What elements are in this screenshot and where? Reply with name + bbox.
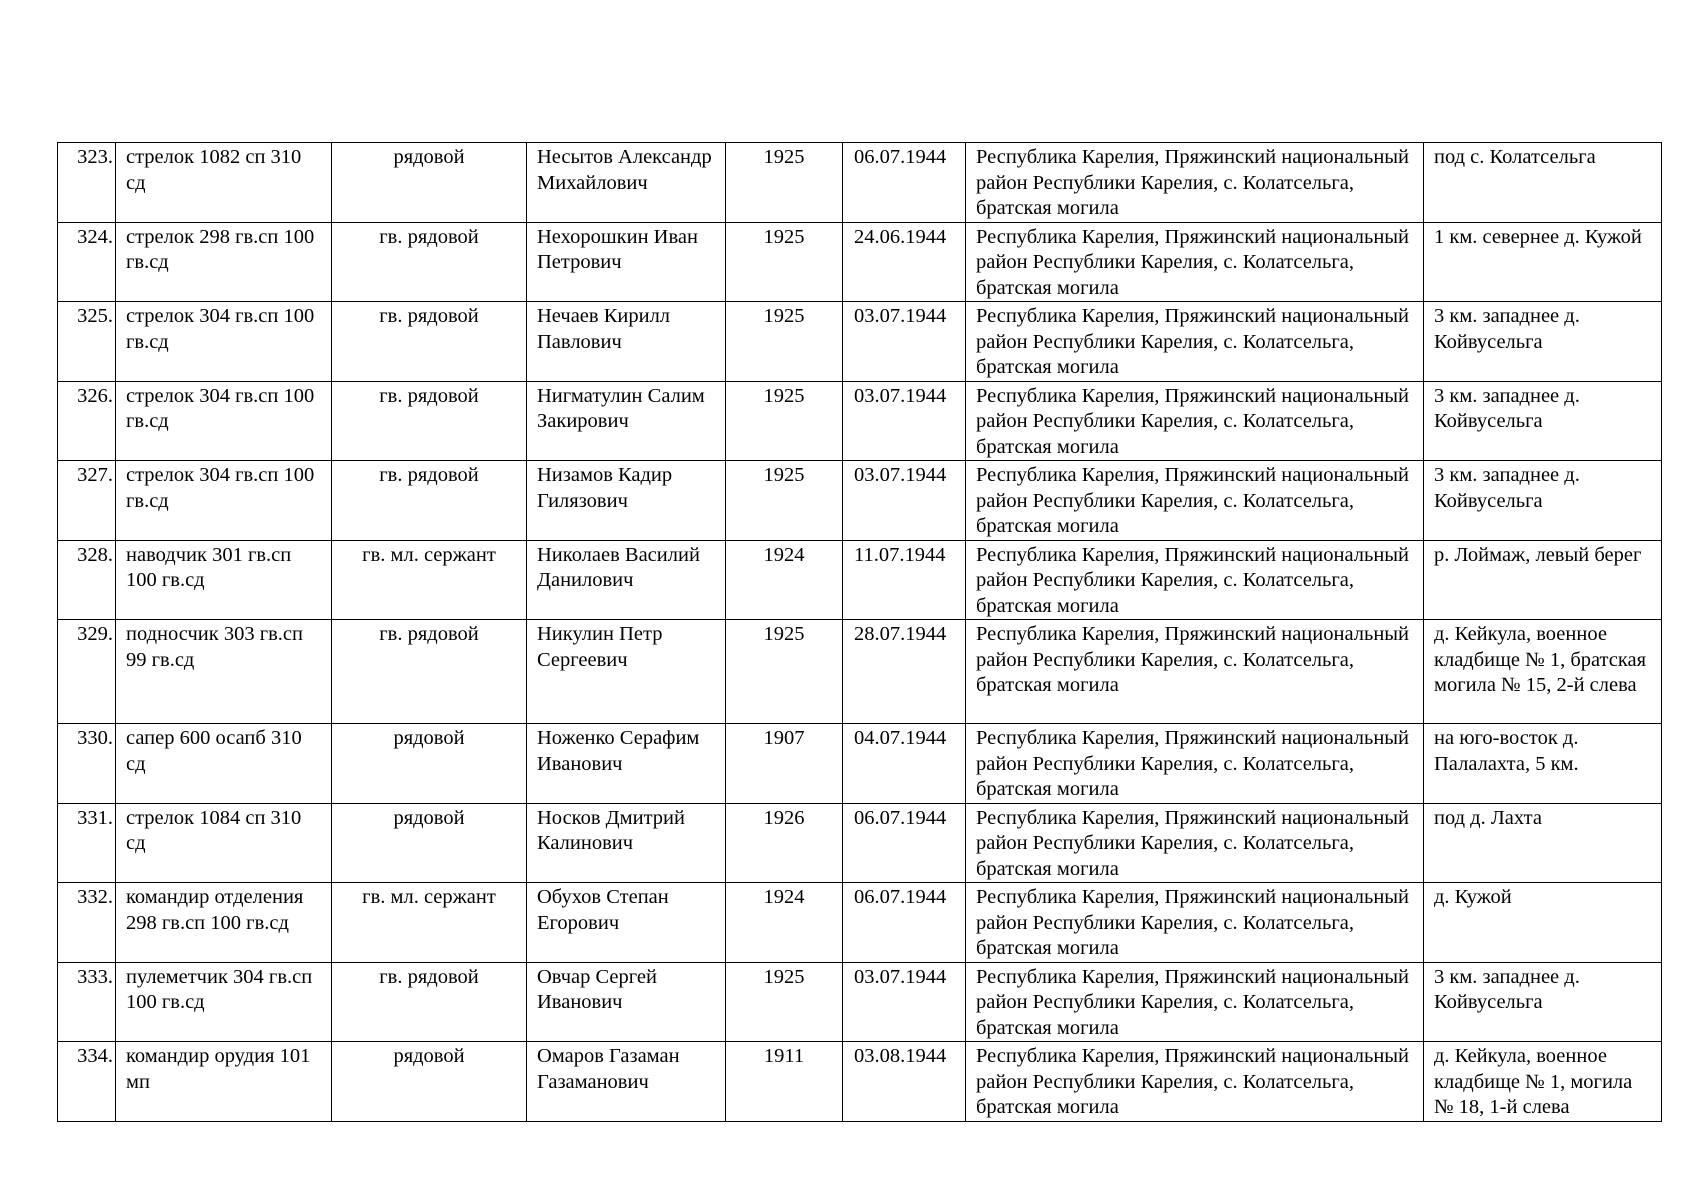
death-date: 03.07.1944 (843, 381, 966, 461)
original-burial-place: на юго-восток д. Палалахта, 5 км. (1424, 724, 1662, 804)
unit-position: стрелок 304 гв.сп 100 гв.сд (116, 302, 332, 382)
row-number: 324. (58, 222, 116, 302)
original-burial-place: 3 км. западнее д. Койвусельга (1424, 302, 1662, 382)
unit-position: командир отделения 298 гв.сп 100 гв.сд (116, 883, 332, 963)
birth-year: 1925 (726, 302, 843, 382)
table-row (58, 143, 1662, 223)
burial-location: Республика Карелия, Пряжинский национальный район Республики Карелия, с. Колатсельга, братская могила (966, 461, 1424, 541)
birth-year: 1926 (726, 803, 843, 883)
table-row (58, 724, 1662, 804)
death-date: 03.08.1944 (843, 1042, 966, 1122)
death-date: 06.07.1944 (843, 883, 966, 963)
military-rank: гв. мл. сержант (332, 540, 527, 620)
military-rank: рядовой (332, 1042, 527, 1122)
original-burial-place: р. Лоймаж, левый берег (1424, 540, 1662, 620)
original-burial-place: под с. Колатсельга (1424, 143, 1662, 223)
unit-position: наводчик 301 гв.сп 100 гв.сд (116, 540, 332, 620)
military-rank: гв. рядовой (332, 302, 527, 382)
table-row (58, 883, 1662, 963)
death-date: 06.07.1944 (843, 803, 966, 883)
original-burial-place: д. Кейкула, военное кладбище № 1, могила № 18, 1-й слева (1424, 1042, 1662, 1122)
death-date: 06.07.1944 (843, 143, 966, 223)
birth-year: 1924 (726, 540, 843, 620)
death-date: 24.06.1944 (843, 222, 966, 302)
military-rank: гв. рядовой (332, 381, 527, 461)
original-burial-place: д. Кужой (1424, 883, 1662, 963)
row-number: 326. (58, 381, 116, 461)
row-number: 325. (58, 302, 116, 382)
burial-location: Республика Карелия, Пряжинский национальный район Республики Карелия, с. Колатсельга, братская могила (966, 883, 1424, 963)
table-row (58, 381, 1662, 461)
burial-location: Республика Карелия, Пряжинский национальный район Республики Карелия, с. Колатсельга, братская могила (966, 143, 1424, 223)
full-name: Низамов Кадир Гилязович (527, 461, 726, 541)
table-row (58, 620, 1662, 724)
full-name: Никулин Петр Сергеевич (527, 620, 726, 724)
full-name: Нечаев Кирилл Павлович (527, 302, 726, 382)
row-number: 330. (58, 724, 116, 804)
unit-position: стрелок 298 гв.сп 100 гв.сд (116, 222, 332, 302)
burial-location: Республика Карелия, Пряжинский национальный район Республики Карелия, с. Колатсельга, братская могила (966, 962, 1424, 1042)
military-rank: гв. мл. сержант (332, 883, 527, 963)
burial-location: Республика Карелия, Пряжинский национальный район Республики Карелия, с. Колатсельга, братская могила (966, 1042, 1424, 1122)
unit-position: командир орудия 101 мп (116, 1042, 332, 1122)
full-name: Нехорошкин Иван Петрович (527, 222, 726, 302)
original-burial-place: 3 км. западнее д. Койвусельга (1424, 461, 1662, 541)
military-rank: гв. рядовой (332, 461, 527, 541)
full-name: Овчар Сергей Иванович (527, 962, 726, 1042)
birth-year: 1925 (726, 222, 843, 302)
unit-position: сапер 600 осапб 310 сд (116, 724, 332, 804)
military-rank: рядовой (332, 143, 527, 223)
death-date: 03.07.1944 (843, 302, 966, 382)
burial-location: Республика Карелия, Пряжинский национальный район Республики Карелия, с. Колатсельга, братская могила (966, 540, 1424, 620)
death-date: 28.07.1944 (843, 620, 966, 724)
birth-year: 1911 (726, 1042, 843, 1122)
full-name: Ноженко Серафим Иванович (527, 724, 726, 804)
burial-registry-table (57, 142, 1662, 1122)
row-number: 327. (58, 461, 116, 541)
birth-year: 1924 (726, 883, 843, 963)
full-name: Несытов Александр Михайлович (527, 143, 726, 223)
full-name: Носков Дмитрий Калинович (527, 803, 726, 883)
birth-year: 1925 (726, 143, 843, 223)
full-name: Николаев Василий Данилович (527, 540, 726, 620)
birth-year: 1907 (726, 724, 843, 804)
burial-location: Республика Карелия, Пряжинский национальный район Республики Карелия, с. Колатсельга, братская могила (966, 222, 1424, 302)
unit-position: стрелок 304 гв.сп 100 гв.сд (116, 461, 332, 541)
table-row (58, 461, 1662, 541)
unit-position: стрелок 1082 сп 310 сд (116, 143, 332, 223)
military-rank: гв. рядовой (332, 962, 527, 1042)
burial-location: Республика Карелия, Пряжинский национальный район Республики Карелия, с. Колатсельга, братская могила (966, 302, 1424, 382)
original-burial-place: д. Кейкула, военное кладбище № 1, братская могила № 15, 2-й слева (1424, 620, 1662, 724)
table-row (58, 302, 1662, 382)
row-number: 333. (58, 962, 116, 1042)
registry-body (58, 143, 1662, 1122)
original-burial-place: 3 км. западнее д. Койвусельга (1424, 962, 1662, 1042)
row-number: 328. (58, 540, 116, 620)
burial-location: Республика Карелия, Пряжинский национальный район Республики Карелия, с. Колатсельга, братская могила (966, 803, 1424, 883)
full-name: Омаров Газаман Газаманович (527, 1042, 726, 1122)
unit-position: подносчик 303 гв.сп 99 гв.сд (116, 620, 332, 724)
full-name: Нигматулин Салим Закирович (527, 381, 726, 461)
table-row (58, 803, 1662, 883)
birth-year: 1925 (726, 461, 843, 541)
unit-position: стрелок 304 гв.сп 100 гв.сд (116, 381, 332, 461)
table-row (58, 540, 1662, 620)
full-name: Обухов Степан Егорович (527, 883, 726, 963)
burial-location: Республика Карелия, Пряжинский национальный район Республики Карелия, с. Колатсельга, братская могила (966, 381, 1424, 461)
unit-position: пулеметчик 304 гв.сп 100 гв.сд (116, 962, 332, 1042)
burial-location: Республика Карелия, Пряжинский национальный район Республики Карелия, с. Колатсельга, братская могила (966, 724, 1424, 804)
row-number: 332. (58, 883, 116, 963)
birth-year: 1925 (726, 381, 843, 461)
original-burial-place: 3 км. западнее д. Койвусельга (1424, 381, 1662, 461)
original-burial-place: 1 км. севернее д. Кужой (1424, 222, 1662, 302)
row-number: 331. (58, 803, 116, 883)
row-number: 329. (58, 620, 116, 724)
original-burial-place: под д. Лахта (1424, 803, 1662, 883)
row-number: 334. (58, 1042, 116, 1122)
table-row (58, 962, 1662, 1042)
row-number: 323. (58, 143, 116, 223)
birth-year: 1925 (726, 962, 843, 1042)
military-rank: гв. рядовой (332, 620, 527, 724)
table-row (58, 1042, 1662, 1122)
birth-year: 1925 (726, 620, 843, 724)
military-rank: рядовой (332, 803, 527, 883)
unit-position: стрелок 1084 сп 310 сд (116, 803, 332, 883)
death-date: 03.07.1944 (843, 962, 966, 1042)
table-row (58, 222, 1662, 302)
death-date: 04.07.1944 (843, 724, 966, 804)
death-date: 03.07.1944 (843, 461, 966, 541)
death-date: 11.07.1944 (843, 540, 966, 620)
burial-location: Республика Карелия, Пряжинский национальный район Республики Карелия, с. Колатсельга, братская могила (966, 620, 1424, 724)
registry-page (57, 142, 1661, 1122)
military-rank: гв. рядовой (332, 222, 527, 302)
military-rank: рядовой (332, 724, 527, 804)
